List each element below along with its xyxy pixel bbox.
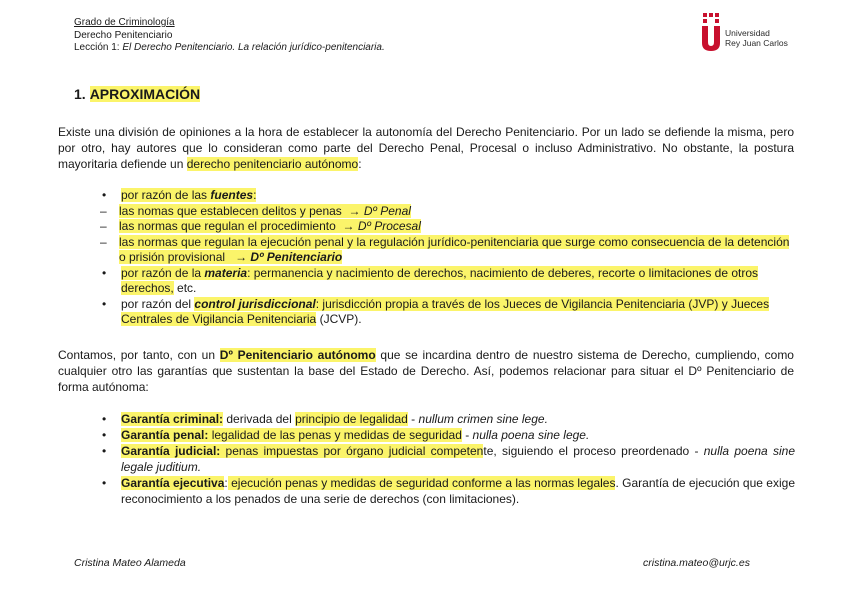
- list-item: – las normas que regulan el procedimiento → Dº Procesal: [100, 219, 795, 235]
- list-item: – las nomas que establecen delitos y penas → Dº Penal: [100, 204, 795, 220]
- list-item: • Garantía ejecutiva: ejecución penas y medidas de seguridad conforme a las normas legales. Garantía de ejecución que exige reconocimiento a los penados de una serie de derechos (con limitaciones).: [100, 475, 795, 507]
- autonomy-reasons-list: [100, 188, 795, 328]
- autonomy-paragraph: Contamos, por tanto, con un Dº Penitenciario autónomo que se incardina dentro de nuestro sistema de Derecho, cumpliendo, como cualquier otro las garantías que sustentan la base del Estado de Derecho. Así, podemos relacionar para situar el Dº Penitenciario de forma autónoma:: [58, 348, 794, 394]
- section-heading: 1. APROXIMACIÓN: [74, 86, 201, 102]
- header-degree: Grado de Criminología: [74, 17, 175, 28]
- list-item: – las normas que regulan la ejecución penal y la regulación jurídico-penitenciaria que surge como consecuencia de la detención o prisión provisional → Dº Penitenciario: [100, 235, 795, 266]
- guarantees-list: [100, 411, 795, 507]
- footer-email: cristina.mateo@urjc.es: [643, 557, 750, 569]
- footer-author: Cristina Mateo Alameda: [74, 557, 186, 569]
- list-item: • por razón del control jurisdiccional: jurisdicción propia a través de los Jueces de Vigilancia Penitenciaria (JVP) y Jueces Centrales de Vigilancia Penitenciaria (JCVP).: [100, 297, 795, 328]
- list-item: • Garantía judicial: penas impuestas por órgano judicial competente, siguiendo el proceso preordenado - nulla poena sine legale juditium.: [100, 443, 795, 475]
- urjc-crown-icon: [699, 12, 723, 52]
- logo-text: Universidad Rey Juan Carlos: [725, 28, 788, 48]
- sources-sublist: [121, 204, 795, 266]
- header-subject: Derecho Penitenciario: [74, 29, 173, 41]
- header-lesson: Lección 1: El Derecho Penitenciario. La relación jurídico-penitenciaria.: [74, 42, 385, 53]
- document-header: [74, 17, 385, 55]
- intro-paragraph: Existe una división de opiniones a la hora de establecer la autonomía del Derecho Penitenciario. Por un lado se defiende la misma, pero por otro, hay autores que lo consideran como parte del Derecho Penal, Procesal o incluso Administrativo. No obstante, la postura mayoritaria defiende un derecho penitenciario autónomo:: [58, 125, 794, 171]
- list-item: • por razón de las fuentes: – las nomas que establecen delitos y penas → Dº Penal – las normas que regulan el procedimiento → Dº Procesal – las normas que regulan la ejecución penal y la regulación jurídico-penitenciaria que surge como consecuencia de la detención o prisión provisional → Dº Penitenciario: [100, 188, 795, 266]
- list-item: • Garantía criminal: derivada del principio de legalidad - nullum crimen sine lege.: [100, 411, 795, 427]
- list-item: • Garantía penal: legalidad de las penas y medidas de seguridad - nulla poena sine lege.: [100, 427, 795, 443]
- list-item: • por razón de la materia: permanencia y nacimiento de derechos, nacimiento de deberes, recorte o limitaciones de otros derechos, etc.: [100, 266, 795, 297]
- university-logo: [699, 12, 809, 56]
